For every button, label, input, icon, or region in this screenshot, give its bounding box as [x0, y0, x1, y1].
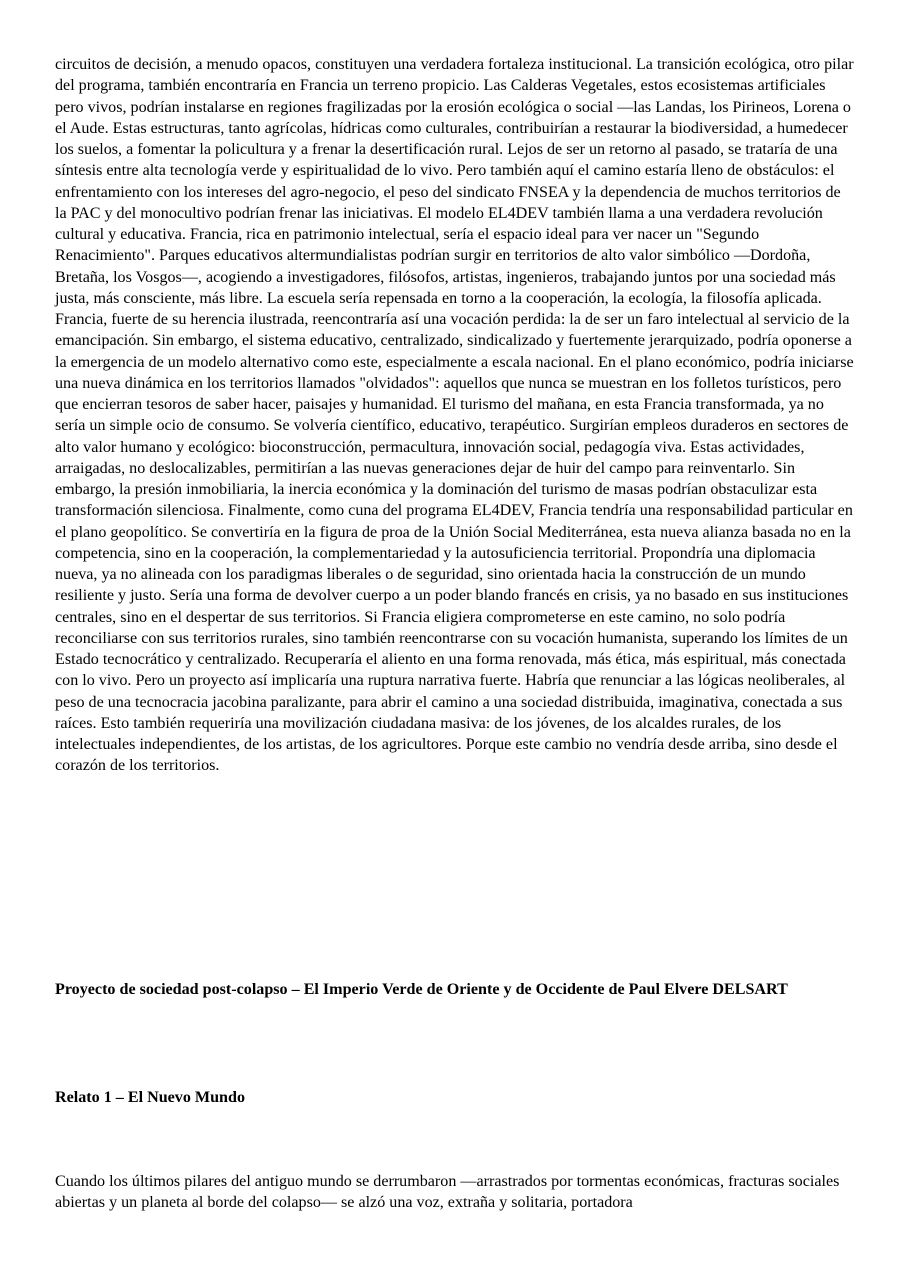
chapter-title: Relato 1 – El Nuevo Mundo: [55, 1089, 246, 1106]
chapter-intro-paragraph: Cuando los últimos pilares del antiguo mundo se derrumbaron —arrastrados por tormentas económicas, fracturas sociales abiertas y un planeta al borde del colapso— se alzó una voz, extraña y solitaria, portadora: [55, 1173, 840, 1212]
section-title: Proyecto de sociedad post-colapso – El Imperio Verde de Oriente y de Occidente de Paul Elvere DELSART: [55, 981, 788, 998]
body-paragraph: circuitos de decisión, a menudo opacos, constituyen una verdadera fortaleza institucional. La transición ecológica, otro pilar del programa, también encontraría en Francia un terreno propicio. Las Calderas Vegetales, estos ecosistemas artificiales pero vivos, podrían instalarse en regiones fragilizadas por la erosión ecológica o social —las Landas, los Pirineos, Lorena o el Aude. Estas estructuras, tanto agrícolas, hídricas como culturales, contribuirían a restaurar la biodiversidad, a humedecer los suelos, a fomentar la policultura y a frenar la desertificación rural. Lejos de ser un retorno al pasado, se trataría de una síntesis entre alta tecnología verde y espiritualidad de lo vivo. Pero también aquí el camino estaría lleno de obstáculos: el enfrentamiento con los intereses del agro-negocio, el peso del sindicato FNSEA y la dependencia de muchos territorios de la PAC y del monocultivo podrían frenar las iniciativas. El modelo EL4DEV también llama a una verdadera revolución cultural y educativa. Francia, rica en patrimonio intelectual, sería el espacio ideal para ver nacer un "Segundo Renacimiento". Parques educativos altermundialistas podrían surgir en territorios de alto valor simbólico —Dordoña, Bretaña, los Vosgos—, acogiendo a investigadores, filósofos, artistas, ingenieros, trabajando juntos por una sociedad más justa, más consciente, más libre. La escuela sería repensada en torno a la cooperación, la ecología, la filosofía aplicada. Francia, fuerte de su herencia ilustrada, reencontraría así una vocación perdida: la de ser un faro intelectual al servicio de la emancipación. Sin embargo, el sistema educativo, centralizado, sindicalizado y fuertemente jerarquizado, podría oponerse a la emergencia de un modelo alternativo como este, especialmente a escala nacional. En el plano económico, podría iniciarse una nueva dinámica en los territorios llamados "olvidados": aquellos que nunca se muestran en los folletos turísticos, pero que encierran tesoros de saber hacer, paisajes y humanidad. El turismo del mañana, en esta Francia transformada, ya no sería un simple ocio de consumo. Se volvería científico, educativo, terapéutico. Surgirían empleos duraderos en sectores de alto valor humano y ecológico: bioconstrucción, permacultura, innovación social, pedagogía viva. Estas actividades, arraigadas, no deslocalizables, permitirían a las nuevas generaciones dejar de huir del campo para reinventarlo. Sin embargo, la presión inmobiliaria, la inercia económica y la dominación del turismo de masas podrían obstaculizar esta transformación silenciosa. Finalmente, como cuna del programa EL4DEV, Francia tendría una responsabilidad particular en el plano geopolítico. Se convertiría en la figura de proa de la Unión Social Mediterránea, esta nueva alianza basada no en la competencia, sino en la cooperación, la complementariedad y la autosuficiencia territorial. Propondría una diplomacia nueva, ya no alineada con los paradigmas liberales o de seguridad, sino orientada hacia la construcción de un mundo resiliente y justo. Sería una forma de devolver cuerpo a un poder blando francés en crisis, ya no basado en sus instituciones centrales, sino en el despertar de sus territorios. Si Francia eligiera comprometerse en este camino, no solo podría reconciliarse con sus territorios rurales, sino también reencontrarse con su vocación humanista, superando los límites de un Estado tecnocrático y centralizado. Recuperaría el aliento en una forma renovada, más ética, más espiritual, más conectada con lo vivo. Pero un proyecto así implicaría una ruptura narrativa fuerte. Habría que renunciar a las lógicas neoliberales, al peso de una tecnocracia jacobina paralizante, para abrir el camino a una sociedad distribuida, imaginativa, conectada a sus raíces. Esto también requeriría una movilización ciudadana masiva: de los jóvenes, de los alcaldes rurales, de los intelectuales independientes, de los artistas, de los agricultores. Porque este cambio no vendría desde arriba, sino desde el corazón de los territorios.: [55, 56, 854, 775]
